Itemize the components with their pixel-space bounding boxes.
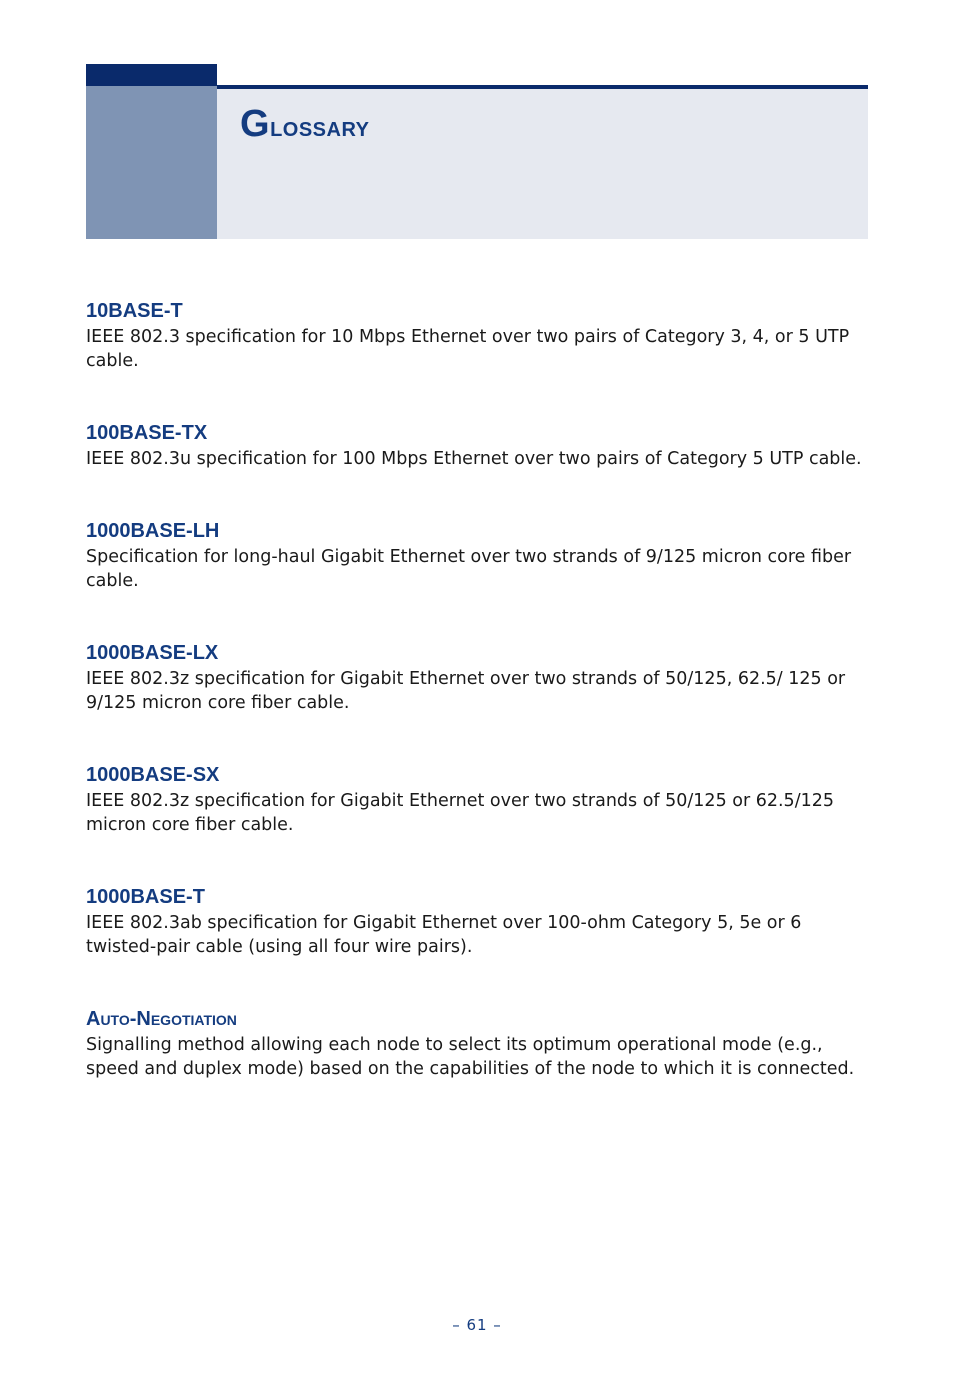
glossary-term: 100BASE-TX: [86, 422, 208, 444]
page-title-initial: G: [240, 103, 271, 145]
glossary-list: [86, 297, 868, 1127]
glossary-definition: IEEE 802.3 specification for 10 Mbps Ethernet over two pairs of Category 3, 4, or 5 UTP cable.: [86, 327, 850, 371]
glossary-entry-auto-negotiation: [86, 1005, 868, 1081]
glossary-definition: IEEE 802.3z specification for Gigabit Ethernet over two strands of 50/125, 62.5/ 125 or 9/125 micron core fiber cable.: [86, 669, 846, 713]
glossary-entry-10base-t: [86, 297, 868, 373]
glossary-entry-1000base-lx: [86, 639, 868, 715]
glossary-definition: IEEE 802.3ab specification for Gigabit Ethernet over 100-ohm Category 5, 5e or 6 twisted-pair cable (using all four wire pairs).: [86, 913, 802, 957]
glossary-entry-1000base-t: [86, 883, 868, 959]
glossary-entry-1000base-sx: [86, 761, 868, 837]
glossary-term: 1000BASE-SX: [86, 764, 220, 786]
glossary-term: 1000BASE-LX: [86, 642, 219, 664]
header-side-block: [86, 86, 217, 239]
glossary-definition: Signalling method allowing each node to select its optimum operational mode (e.g., speed and duplex mode) based on the capabilities of the node to which it is connected.: [86, 1035, 855, 1079]
glossary-definition: IEEE 802.3u specification for 100 Mbps Ethernet over two pairs of Category 5 UTP cable.: [86, 449, 862, 469]
glossary-entry-100base-tx: [86, 419, 868, 471]
glossary-definition: Specification for long-haul Gigabit Ethernet over two strands of 9/125 micron core fiber cable.: [86, 547, 852, 591]
glossary-term: 10BASE-T: [86, 300, 183, 322]
glossary-definition: IEEE 802.3z specification for Gigabit Ethernet over two strands of 50/125 or 62.5/125 micron core fiber cable.: [86, 791, 834, 835]
glossary-term: 1000BASE-LH: [86, 520, 220, 542]
header-accent-bar: [86, 64, 217, 86]
glossary-term: Auto-Negotiation: [86, 1008, 237, 1030]
page-number: – 61 –: [452, 1316, 502, 1334]
page-title: [240, 100, 370, 151]
glossary-term: 1000BASE-T: [86, 886, 205, 908]
glossary-entry-1000base-lh: [86, 517, 868, 593]
page-title-rest: lossary: [270, 111, 370, 143]
